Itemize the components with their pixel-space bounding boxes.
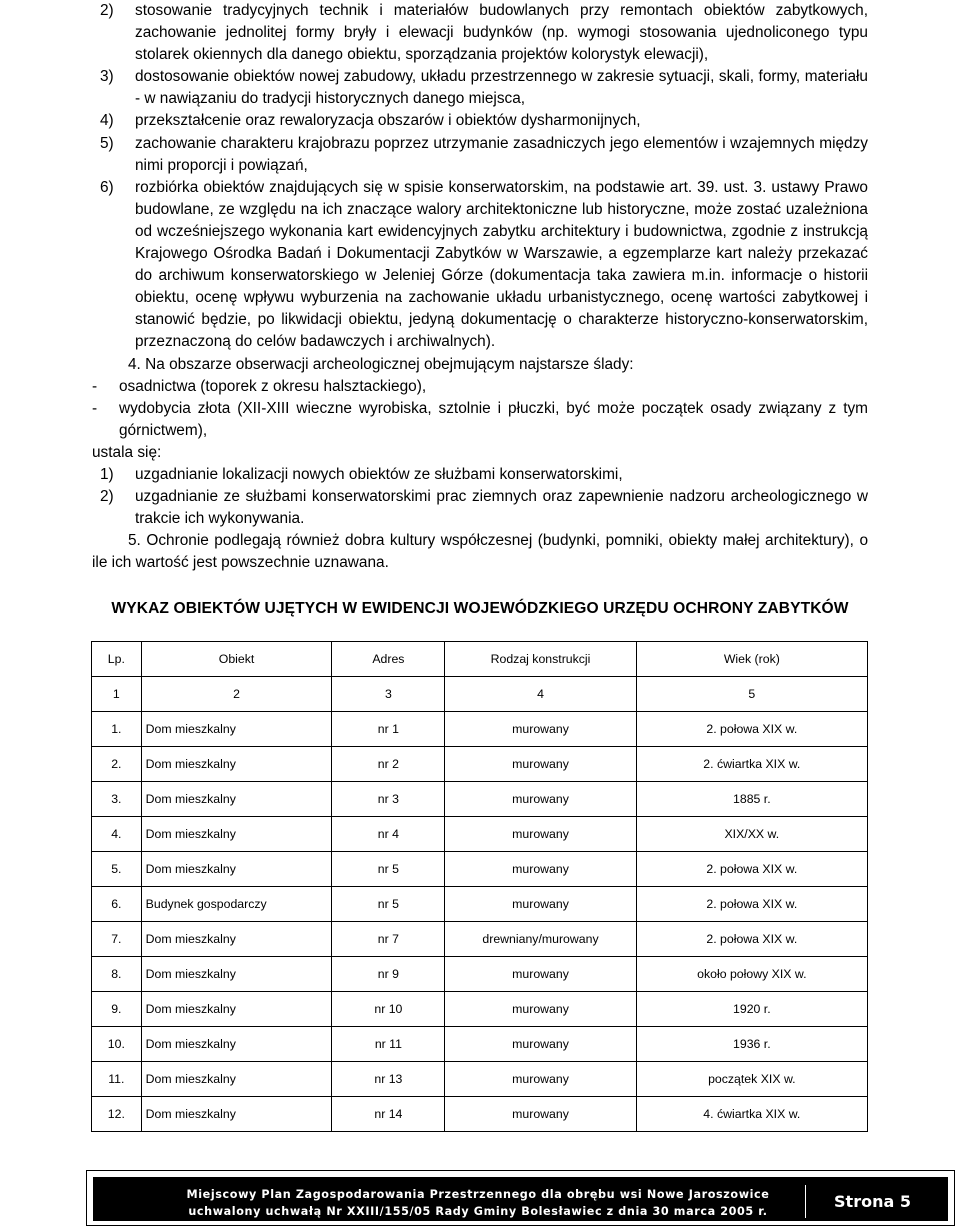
list-number: 5) <box>100 134 114 152</box>
table-row <box>92 992 868 1027</box>
table-cell: nr 9 <box>332 957 445 992</box>
section-text: Ochronie podlegają również dobra kultury współczesnej (budynki, pomniki, obiekty małej architektury), o ile ich wartość jest powszechnie uznawana. <box>92 532 869 572</box>
table-cell: 5. <box>92 852 142 887</box>
table-row <box>92 817 868 852</box>
table-cell: Dom mieszkalny <box>141 817 332 852</box>
table-title: WYKAZ OBIEKTÓW UJĘTYCH W EWIDENCJI WOJEWÓDZKIEGO URZĘDU OCHRONY ZABYTKÓW <box>111 600 849 617</box>
table-cell: 4. ćwiartka XIX w. <box>636 1097 867 1132</box>
dash-mark: - <box>92 399 98 417</box>
footer-line-1: Miejscowy Plan Zagospodarowania Przestrzennego dla obrębu wsi Nowe Jaroszowice <box>186 1188 770 1201</box>
table-cell: murowany <box>445 782 636 817</box>
list-item-3 <box>92 66 868 110</box>
table-cell: Dom mieszkalny <box>141 852 332 887</box>
table-cell: nr 13 <box>332 1062 445 1097</box>
list-text: uzgadnianie ze służbami konserwatorskimi prac ziemnych oraz zapewnienie nadzoru archeologicznego w trakcie ich wykonywania. <box>135 488 868 528</box>
table-cell: 8. <box>92 957 142 992</box>
table-cell: Dom mieszkalny <box>141 1062 332 1097</box>
table-cell: 2. połowa XIX w. <box>636 852 867 887</box>
table-cell: Dom mieszkalny <box>141 782 332 817</box>
table-cell: murowany <box>445 747 636 782</box>
list-number: 1) <box>100 465 114 483</box>
list-item-4 <box>92 110 868 132</box>
table-row <box>92 782 868 817</box>
table-cell: Dom mieszkalny <box>141 712 332 747</box>
table-row <box>92 922 868 957</box>
list-text: uzgadnianie lokalizacji nowych obiektów ze służbami konserwatorskimi, <box>135 465 623 483</box>
table-cell: 1936 r. <box>636 1027 867 1062</box>
table-cell: Dom mieszkalny <box>141 957 332 992</box>
table-cell: XIX/XX w. <box>636 817 867 852</box>
page-footer <box>86 1170 955 1226</box>
table-row <box>92 1062 868 1097</box>
table-cell: początek XIX w. <box>636 1062 867 1097</box>
table-row <box>92 852 868 887</box>
footer-plan-text <box>173 1186 783 1220</box>
table-cell: 2. połowa XIX w. <box>636 922 867 957</box>
header-adres: Adres <box>332 642 445 677</box>
list-text: stosowanie tradycyjnych technik i materiałów budowlanych przy remontach obiektów zabytkowych, zachowanie jednolitej formy bryły i elewacji budynków (np. wymogi stosowania ujednoliconego typu stolarek okiennych dla danego obiektu, sporządzania projektów kolorystyk elewacji), <box>135 2 868 64</box>
table-cell: murowany <box>445 957 636 992</box>
table-cell: 1. <box>92 712 142 747</box>
table-cell: 3. <box>92 782 142 817</box>
ustala-text: ustala się: <box>92 443 162 461</box>
column-number: 2 <box>141 677 332 712</box>
table-cell: nr 11 <box>332 1027 445 1062</box>
table-cell: nr 1 <box>332 712 445 747</box>
footer-band <box>93 1177 948 1221</box>
column-number: 3 <box>332 677 445 712</box>
table-cell: 1920 r. <box>636 992 867 1027</box>
sub-item-1 <box>92 464 868 486</box>
table-header-row <box>92 642 868 677</box>
table-cell: murowany <box>445 992 636 1027</box>
table-cell: nr 10 <box>332 992 445 1027</box>
table-column-number-row <box>92 677 868 712</box>
table-cell: 9. <box>92 992 142 1027</box>
table-cell: nr 3 <box>332 782 445 817</box>
table-cell: nr 14 <box>332 1097 445 1132</box>
table-cell: nr 5 <box>332 852 445 887</box>
table-cell: murowany <box>445 817 636 852</box>
table-cell: nr 7 <box>332 922 445 957</box>
table-cell: 2. połowa XIX w. <box>636 887 867 922</box>
table-cell: 2. ćwiartka XIX w. <box>636 747 867 782</box>
monuments-table <box>91 641 868 1132</box>
header-obiekt: Obiekt <box>141 642 332 677</box>
footer-line-2: uchwalony uchwałą Nr XXIII/155/05 Rady Gminy Bolesławiec z dnia 30 marca 2005 r. <box>188 1205 768 1218</box>
table-cell: Dom mieszkalny <box>141 1097 332 1132</box>
table-cell: nr 5 <box>332 887 445 922</box>
dash-item-2 <box>92 398 868 442</box>
table-row <box>92 887 868 922</box>
header-wiek: Wiek (rok) <box>636 642 867 677</box>
list-item-6 <box>92 177 868 354</box>
table-cell: 2. <box>92 747 142 782</box>
dash-item-1 <box>92 376 868 398</box>
section-4 <box>92 354 868 376</box>
table-cell: Dom mieszkalny <box>141 922 332 957</box>
table-cell: 12. <box>92 1097 142 1132</box>
table-cell: murowany <box>445 712 636 747</box>
table-cell: 6. <box>92 887 142 922</box>
table-cell: murowany <box>445 887 636 922</box>
table-cell: Dom mieszkalny <box>141 992 332 1027</box>
table-cell: Dom mieszkalny <box>141 1027 332 1062</box>
list-item-2 <box>92 0 868 66</box>
table-cell: 4. <box>92 817 142 852</box>
sub-item-2 <box>92 486 868 530</box>
list-number: 6) <box>100 178 114 196</box>
list-text: dostosowanie obiektów nowej zabudowy, układu przestrzennego w zakresie sytuacji, skali, formy, materiału - w nawiązaniu do tradycji historycznych danego miejsca, <box>135 68 868 108</box>
column-number: 5 <box>636 677 867 712</box>
list-number: 2) <box>100 2 114 19</box>
table-cell: Dom mieszkalny <box>141 747 332 782</box>
table-cell: 7. <box>92 922 142 957</box>
column-number: 4 <box>445 677 636 712</box>
table-cell: murowany <box>445 1062 636 1097</box>
dash-text: osadnictwa (toporek z okresu halsztackiego), <box>119 377 427 395</box>
table-cell: około połowy XIX w. <box>636 957 867 992</box>
section-number: 5. <box>128 532 141 550</box>
table-cell: murowany <box>445 1097 636 1132</box>
table-row <box>92 747 868 782</box>
list-text: rozbiórka obiektów znajdujących się w spisie konserwatorskim, na podstawie art. 39. ust. 3. ustawy Prawo budowlane, ze względu na ich znaczące walory architektoniczne lub historyczne, może zostać uzależniona od wcześniejszego wykonania kart ewidencyjnych zabytku architektury i budownictwa, zgodnie z instrukcją Krajowego Ośrodka Badań i Dokumentacji Zabytków w Warszawie, a egzemplarze kart należy przekazać do archiwum konserwatorskiego w Jeleniej Górze (dokumentacja taka zawiera m.in. informacje o historii obiektu, ocenę wpływu wyburzenia na zachowanie układu urbanistycznego, ocenę wartości zabytkowej i stanowić będzie, po likwidacji obiektu, jedyną dokumentację o charakterze historyczno-konserwatorskim, przeznaczoną do celów badawczych i archiwalnych). <box>135 178 868 351</box>
list-text: przekształcenie oraz rewaloryzacja obszarów i obiektów dysharmonijnych, <box>135 112 641 130</box>
table-cell: 11. <box>92 1062 142 1097</box>
header-rodzaj: Rodzaj konstrukcji <box>445 642 636 677</box>
list-number: 2) <box>100 488 114 506</box>
table-row <box>92 1097 868 1132</box>
body-text <box>92 0 868 574</box>
table-body <box>92 712 868 1132</box>
dash-mark: - <box>92 377 98 395</box>
page-number: Strona 5 <box>805 1185 939 1218</box>
table-cell: murowany <box>445 852 636 887</box>
table-cell: 2. połowa XIX w. <box>636 712 867 747</box>
header-lp: Lp. <box>92 642 142 677</box>
table-row <box>92 712 868 747</box>
table-cell: nr 2 <box>332 747 445 782</box>
table-cell: nr 4 <box>332 817 445 852</box>
section-number: 4. <box>128 355 141 373</box>
table-row <box>92 1027 868 1062</box>
section-5 <box>92 530 868 574</box>
list-number: 4) <box>100 112 114 130</box>
table-cell: drewniany/murowany <box>445 922 636 957</box>
list-number: 3) <box>100 68 114 86</box>
table-row <box>92 957 868 992</box>
table-cell: 1885 r. <box>636 782 867 817</box>
table-cell: murowany <box>445 1027 636 1062</box>
table-cell: 10. <box>92 1027 142 1062</box>
section-text: Na obszarze obserwacji archeologicznej obejmującym najstarsze ślady: <box>145 355 634 373</box>
list-item-5 <box>92 133 868 177</box>
table-cell: Budynek gospodarczy <box>141 887 332 922</box>
dash-text: wydobycia złota (XII-XIII wieczne wyrobiska, sztolnie i płuczki, być może początek osady związany z tym górnictwem), <box>119 399 868 439</box>
column-number: 1 <box>92 677 142 712</box>
list-text: zachowanie charakteru krajobrazu poprzez utrzymanie zasadniczych jego elementów i wzajemnych między nimi proporcji i powiązań, <box>135 134 868 174</box>
